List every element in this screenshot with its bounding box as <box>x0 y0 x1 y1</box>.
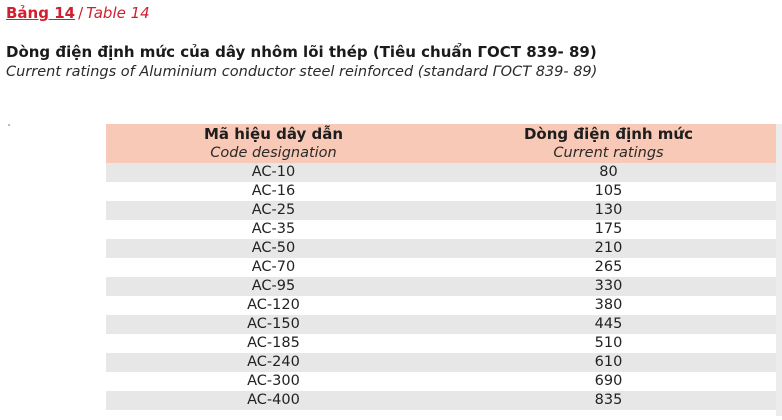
current-ratings-table <box>106 124 776 410</box>
table-row <box>106 201 776 220</box>
rating-cell: 690 <box>441 372 776 391</box>
code-cell: AC-120 <box>106 296 441 315</box>
table-row <box>106 182 776 201</box>
rating-cell: 80 <box>441 163 776 182</box>
page-edge-strip <box>776 124 782 416</box>
table-row <box>106 334 776 353</box>
table-number-vi: Bảng 14 <box>6 4 76 22</box>
table-row <box>106 163 776 182</box>
table-label-separator: / <box>78 4 84 22</box>
table-row <box>106 277 776 296</box>
header-current-ratings <box>441 124 776 163</box>
table-header-row <box>106 124 776 163</box>
code-cell: AC-10 <box>106 163 441 182</box>
rating-cell: 175 <box>441 220 776 239</box>
rating-cell: 265 <box>441 258 776 277</box>
code-cell: AC-400 <box>106 391 441 410</box>
code-cell: AC-25 <box>106 201 441 220</box>
margin-mark <box>8 124 10 126</box>
code-cell: AC-300 <box>106 372 441 391</box>
code-cell: AC-185 <box>106 334 441 353</box>
rating-cell: 210 <box>441 239 776 258</box>
table-title-vi: Dòng điện định mức của dây nhôm lõi thép (Tiêu chuẩn ГОСТ 839- 89) <box>6 43 597 61</box>
header-code-en: Code designation <box>210 144 337 161</box>
table-row <box>106 296 776 315</box>
rating-cell: 105 <box>441 182 776 201</box>
header-rating-en: Current ratings <box>553 144 664 161</box>
code-cell: AC-50 <box>106 239 441 258</box>
rating-cell: 330 <box>441 277 776 296</box>
rating-cell: 130 <box>441 201 776 220</box>
rating-cell: 510 <box>441 334 776 353</box>
table-row <box>106 353 776 372</box>
header-code-designation <box>106 124 441 163</box>
rating-cell: 445 <box>441 315 776 334</box>
table-row <box>106 258 776 277</box>
code-cell: AC-35 <box>106 220 441 239</box>
code-cell: AC-95 <box>106 277 441 296</box>
table-row <box>106 372 776 391</box>
code-cell: AC-240 <box>106 353 441 372</box>
table-number-label <box>6 3 150 23</box>
table-row <box>106 220 776 239</box>
header-rating-vi: Dòng điện định mức <box>523 124 693 143</box>
table-row <box>106 391 776 410</box>
table-title-en: Current ratings of Aluminium conductor steel reinforced (standard ГОСТ 839- 89) <box>6 64 598 80</box>
table-row <box>106 239 776 258</box>
code-cell: AC-70 <box>106 258 441 277</box>
table-number-en: Table 14 <box>86 4 150 22</box>
rating-cell: 610 <box>441 353 776 372</box>
rating-cell: 380 <box>441 296 776 315</box>
rating-cell: 835 <box>441 391 776 410</box>
code-cell: AC-16 <box>106 182 441 201</box>
header-code-vi: Mã hiệu dây dẫn <box>203 124 344 143</box>
code-cell: AC-150 <box>106 315 441 334</box>
table-row <box>106 315 776 334</box>
